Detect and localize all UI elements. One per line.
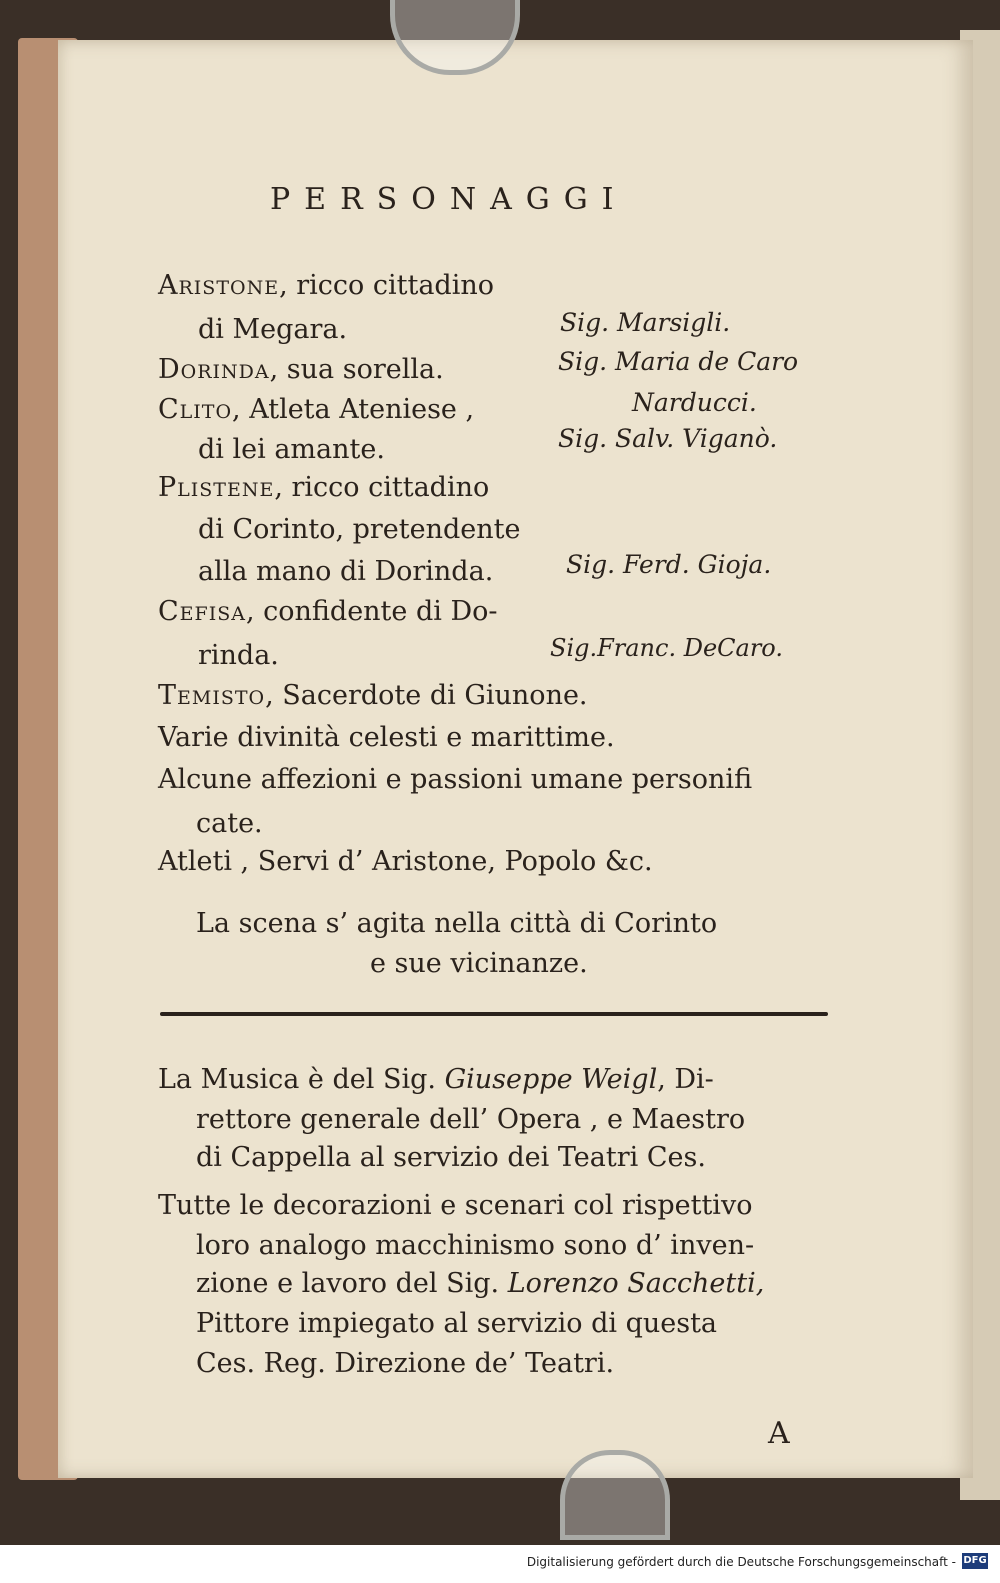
music-credit — [158, 1064, 714, 1095]
character-name: Temisto — [158, 680, 266, 711]
composer-name: Giuseppe Weigl — [444, 1064, 658, 1095]
extras-line: Varie divinità celesti e marittime. — [158, 722, 615, 753]
character-name: Cefisa — [158, 596, 246, 627]
character-name: Dorinda — [158, 354, 270, 385]
actor-gioja: Sig. Ferd. Gioja. — [566, 550, 772, 579]
character-dorinda — [158, 354, 444, 385]
character-desc-line: rinda. — [198, 640, 279, 671]
character-desc-line: alla mano di Dorinda. — [198, 556, 494, 587]
decor-text: zione e lavoro del Sig. — [196, 1268, 500, 1299]
page-title: PERSONAGGI — [270, 182, 628, 217]
character-desc: , ricco cittadino — [274, 472, 490, 503]
character-desc: , ricco cittadino — [279, 270, 494, 301]
decor-credit — [196, 1268, 764, 1299]
painter-name: Lorenzo Sacchetti, — [507, 1268, 765, 1299]
character-desc-line: di Corinto, pretendente — [198, 514, 521, 545]
music-line: di Cappella al servizio dei Teatri Ces. — [196, 1142, 706, 1173]
character-temisto — [158, 680, 588, 711]
character-clito — [158, 394, 474, 425]
character-desc: , Sacerdote di Giunone. — [265, 680, 588, 711]
character-desc: , Atleta Ateniese , — [232, 394, 475, 425]
extras-line: Atleti , Servi d’ Aristone, Popolo &c. — [158, 846, 653, 877]
music-text: La Musica è del Sig. — [158, 1064, 436, 1095]
actor-franc-de-caro: Sig.Franc. DeCaro. — [550, 634, 783, 662]
scene-line: La scena s’ agita nella città di Corinto — [196, 908, 718, 939]
character-desc-line: di Megara. — [198, 314, 348, 345]
character-desc: , confidente di Do- — [245, 596, 498, 627]
decor-line: loro analogo macchinismo sono d’ inven- — [196, 1230, 755, 1261]
character-aristone — [158, 270, 494, 301]
divider-rule — [160, 1012, 828, 1016]
extras-line: Alcune affezioni e passioni umane personifi — [158, 764, 753, 795]
signature-mark: A — [768, 1416, 790, 1451]
dfg-logo-icon: DFG — [962, 1553, 988, 1569]
character-cefisa — [158, 596, 498, 627]
actor-de-caro: Sig. Maria de Caro — [558, 347, 799, 376]
decor-line: Ces. Reg. Direzione de’ Teatri. — [196, 1348, 615, 1379]
character-plistene — [158, 472, 489, 503]
actor-marsigli: Sig. Marsigli. — [560, 308, 731, 337]
decor-line: Tutte le decorazioni e scenari col rispettivo — [158, 1190, 753, 1221]
actor-narducci: Narducci. — [632, 388, 757, 417]
footer-credit: Digitalisierung gefördert durch die Deutsche Forschungsgemeinschaft - — [526, 1555, 956, 1569]
character-name: Clito — [158, 394, 233, 425]
character-desc-line: di lei amante. — [198, 434, 385, 465]
actor-vigano: Sig. Salv. Viganò. — [558, 424, 778, 453]
decor-line: Pittore impiegato al servizio di questa — [196, 1308, 718, 1339]
character-name: Aristone — [158, 270, 280, 301]
extras-line: cate. — [196, 808, 263, 839]
character-name: Plistene — [158, 472, 275, 503]
music-line: rettore generale dell’ Opera , e Maestro — [196, 1104, 746, 1135]
scene-line: e sue vicinanze. — [370, 948, 588, 979]
character-desc: , sua sorella. — [269, 354, 444, 385]
music-text: , Di- — [657, 1064, 714, 1095]
